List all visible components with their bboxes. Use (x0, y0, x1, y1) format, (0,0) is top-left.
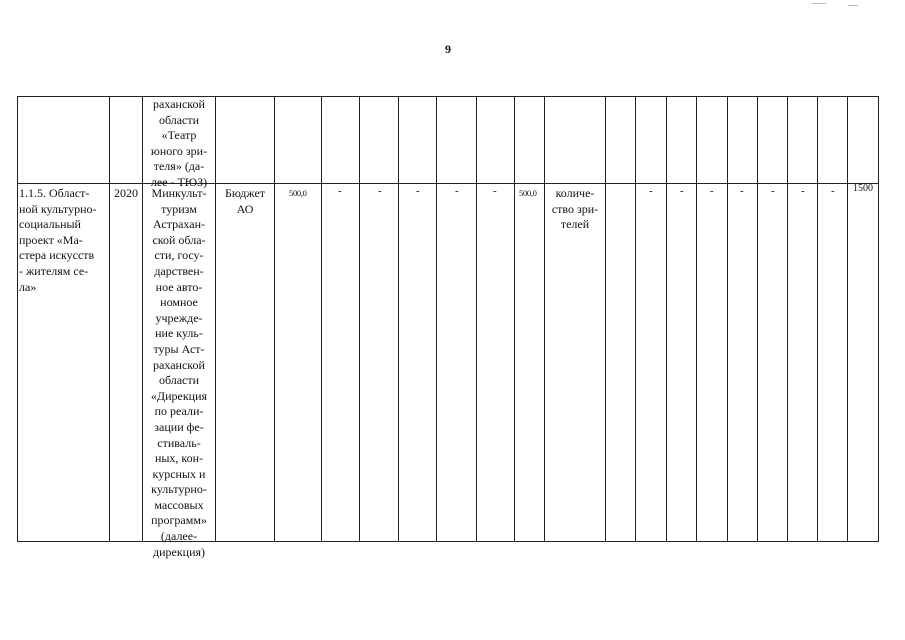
funding-dash: - (416, 185, 420, 197)
page-number: 9 (445, 42, 451, 56)
indicator-dash: - (740, 185, 744, 197)
column-divider (544, 96, 545, 542)
indicator-dash: - (801, 185, 805, 197)
column-divider (605, 96, 606, 542)
column-divider (321, 96, 322, 542)
column-divider (757, 96, 758, 542)
column-divider (847, 96, 848, 542)
column-divider (274, 96, 275, 542)
indicator-dash: - (680, 185, 684, 197)
funding-source: Бюджет АО (224, 186, 266, 216)
column-divider (514, 96, 515, 542)
column-divider (215, 96, 216, 542)
indicator-name: количе- ство зри- телей (551, 186, 599, 232)
column-divider (635, 96, 636, 542)
funding-dash: - (455, 185, 459, 197)
funding-final: 500,0 (519, 188, 537, 198)
column-divider (696, 96, 697, 542)
indicator-dash: - (649, 185, 653, 197)
indicator-dash: - (710, 185, 714, 197)
column-divider (359, 96, 360, 542)
executor-continuation: раханской области «Театр юного зри- теля» (да- лее - ТЮЗ) (150, 97, 208, 189)
funding-total: 500,0 (289, 188, 307, 198)
indicator-dash: - (771, 185, 775, 197)
column-divider (878, 96, 879, 542)
column-divider (727, 96, 728, 542)
column-divider (398, 96, 399, 542)
column-divider (109, 96, 110, 542)
executor: Минкульт- туризм Астрахан- ской обла- сти, госу- дарствен- ное авто- номное учрежде- ние куль- туры Аст- раханской области «Дирекция по реали- зации фе- стиваль- ных, кон- курсных и культурно- массовых программ» (далее- дирекция) (150, 186, 208, 559)
indicator-dash: - (831, 185, 835, 197)
funding-dash: - (493, 185, 497, 197)
funding-dash: - (378, 185, 382, 197)
column-divider (787, 96, 788, 542)
column-divider (436, 96, 437, 542)
project-year: 2020 (114, 186, 138, 200)
column-divider (17, 96, 18, 542)
scan-artifact (848, 5, 858, 6)
column-divider (476, 96, 477, 542)
column-divider (666, 96, 667, 542)
funding-dash: - (338, 185, 342, 197)
scan-artifact (812, 3, 826, 4)
project-name: 1.1.5. Област- ной культурно- социальный проект «Ма- стера искусств - жителям се- ла» (19, 186, 97, 294)
indicator-target: 1500 (853, 183, 873, 194)
column-divider (817, 96, 818, 542)
